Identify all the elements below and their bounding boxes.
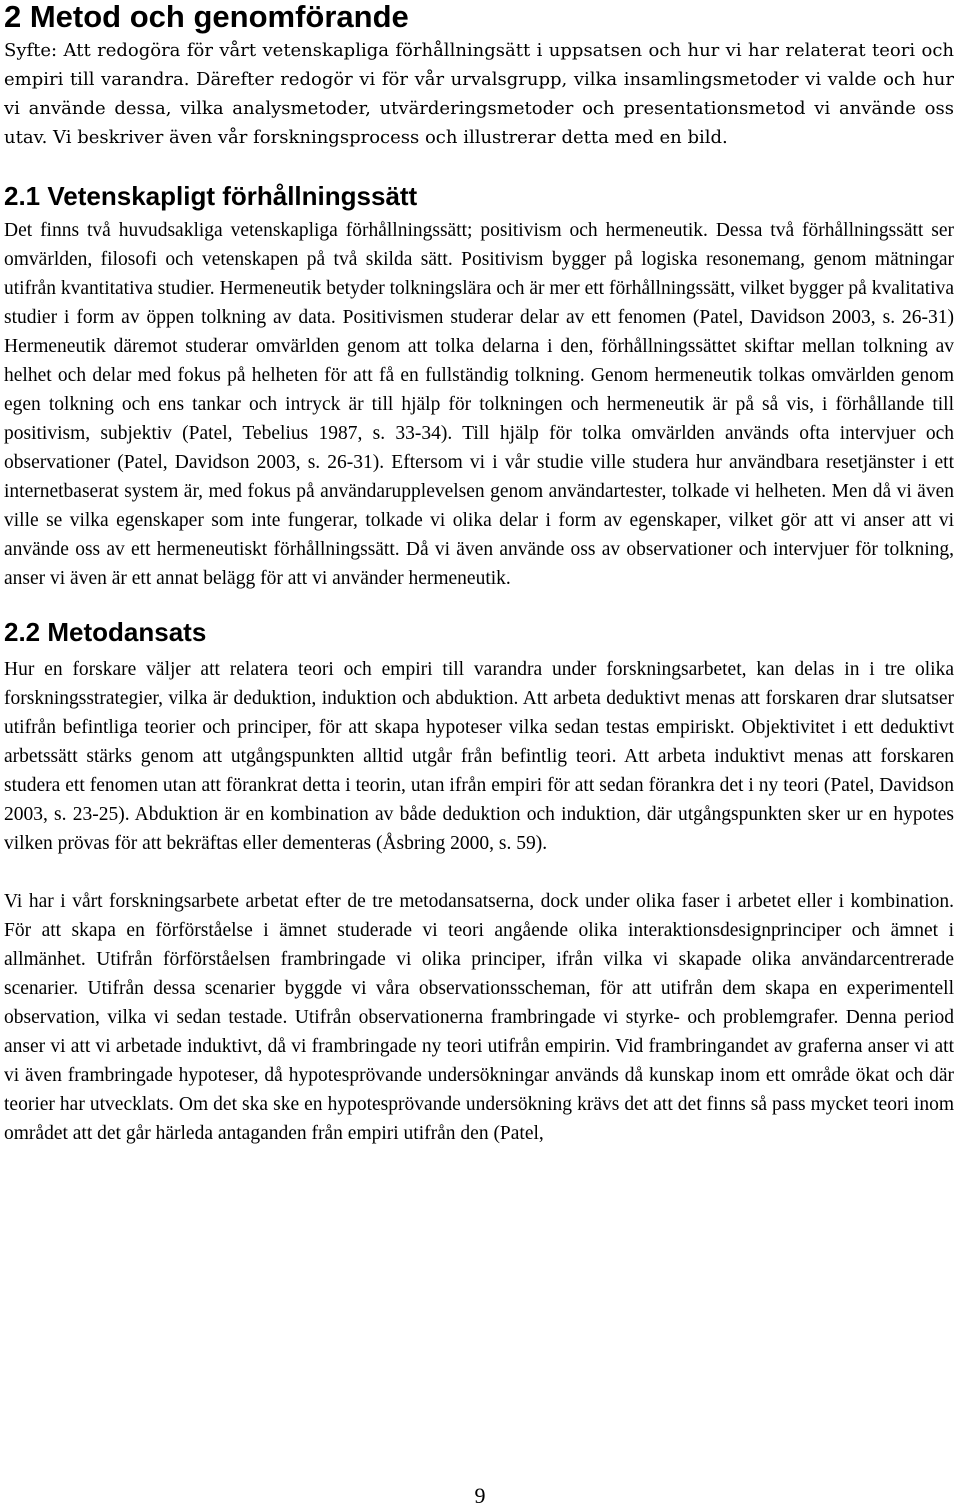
subsection-heading-2-2: 2.2 Metodansats [4, 617, 207, 647]
paragraph-2-1: Det finns två huvudsakliga vetenskapliga förhållningssätt; positivism och hermeneutik. Dessa två förhållningssätt ser omvärlden, filosofi och vetenskapen på två skilda sätt. Positivism bygger på logiska resonemang, genom mätningar utifrån kvantitativa studier. Hermeneutik betyder tolkningslära och är mer ett förhållningssätt, vilket bygger på kvalitativa studier i form av öppen tolkning av data. Positivismen studerar delar av ett fenomen (Patel, Davidson 2003, s. 26-31) Hermeneutik däremot studerar omvärlden genom att tolka delarna i den, förhållningssättet skiftar mellan tolkning av helhet och delar med fokus på helheten för att få en fullständig tolkning. Genom hermeneutik tolkas omvärlden genom egen tolkning och ens tankar och intryck är till hjälp för tolkningen och hermeneutik är på så vis, i förhållande till positivism, subjektiv (Patel, Tebelius 1987, s. 33-34). Till hjälp för tolka omvärlden används ofta intervjuer och observationer (Patel, Davidson 2003, s. 26-31). Eftersom vi i vår studie ville studera hur användbara resetjänster i ett internetbaserat system är, med fokus på användarupplevelsen genom användartester, tolkade vi helheten. Men då vi även ville se vilka egenskaper som inte fungerar, tolkade vi olika delar i form av egenskaper, vilket gör att vi anser att vi använde oss av ett hermeneutiskt förhållningssätt. Då vi även använde oss av observationer och intervjuer för tolkning, anser vi även är ett annat belägg för att vi använder hermeneutik. [4, 220, 954, 589]
paragraph-2-2-b: Vi har i vårt forskningsarbete arbetat efter de tre metodansatserna, dock under olika faser i arbetet eller i kombination. För att skapa en förförståelse i ämnet studerade vi teori angående olika interaktionsdesignprinciper och ämnet i allmänhet. Utifrån förförståelsen frambringade vi olika principer, ifrån vilka vi skapade olika användarcentrerade scenarier. Utifrån dessa scenarier byggde vi våra observationsscheman, för att utifrån dem skapa en experimentell observation, vilka vi sedan testade. Utifrån observationerna frambringade vi styrke- och problemgrafer. Denna period anser vi att vi arbetade induktivt, då vi frambringade ny teori utifrån empirin. Vid frambringandet av graferna anser vi att vi även frambringade hypoteser, då hypotesprövande undersökningar används då kunskap inom ett område ökat och där teorier har utvecklats. Om det ska ske en hypotesprövande undersökning krävs det att det finns så pass mycket teori inom området att det går härleda antaganden från empiri utifrån den (Patel, [4, 891, 954, 1144]
page-number: 9 [474, 1483, 486, 1508]
paragraph-2-2-a: Hur en forskare väljer att relatera teori och empiri till varandra under forskningsarbetet, kan delas in i tre olika forskningsstrategier, vilka är deduktion, induktion och abduktion. Att arbeta deduktivt menas att forskaren drar slutsatser utifrån befintliga teorier och principer, för att skapa hypoteser vilka sedan testas empiriskt. Objektivitet i ett deduktivt arbetssätt stärks genom att utgångspunkten alltid utgår från befintlig teori. Att arbeta induktivt menas att forskaren studera ett fenomen utan att förankrat detta i teorin, utan ifrån empiri för att sedan förankra det i ny teori (Patel, Davidson 2003, s. 23-25). Abduktion är en kombination av både deduktion och induktion, där utgångspunkten sker ur en hypotes vilken prövas för att bekräftas eller dementeras (Åsbring 2000, s. 59). [4, 659, 954, 854]
intro-paragraph: Syfte: Att redogöra för vårt vetenskapliga förhållningsätt i uppsatsen och hur vi har relaterat teori och empiri till varandra. Därefter redogör vi för vår urvalsgrupp, vilka insamlingsmetoder vi valde och hur vi använde dessa, vilka analysmetoder, utvärderingsmetoder och presentationsmetod vi använde oss utav. Vi beskriver även vår forskningsprocess och illustrerar detta med en bild. [4, 40, 954, 148]
section-title: 2 Metod och genomförande [4, 0, 409, 34]
subsection-heading-2-1: 2.1 Vetenskapligt förhållningssätt [4, 181, 418, 211]
document-page [4, 0, 954, 1148]
